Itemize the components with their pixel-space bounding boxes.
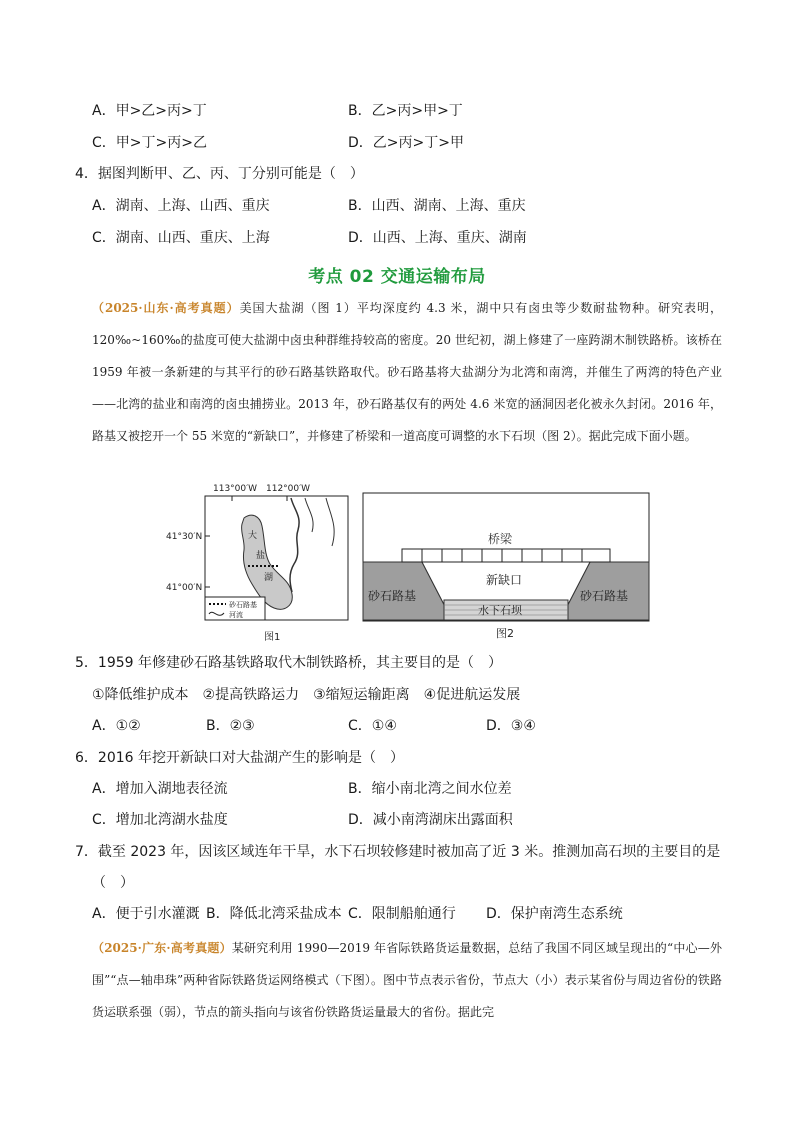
q4-option-a: A．湖南、上海、山西、重庆	[92, 198, 270, 214]
q7-option-d: D．保护南湾生态系统	[486, 906, 623, 922]
figure-2-label-roadbed-left: 砂石路基	[368, 589, 417, 603]
q7-option-b: B．降低北湾采盐成本	[206, 906, 342, 922]
q7-paren: （ ）	[92, 875, 134, 891]
figure-1-lake-char: 盐	[256, 551, 266, 561]
figure-2-bridge-deck	[402, 549, 610, 562]
q6-option-a: A．增加入湖地表径流	[92, 781, 228, 797]
q4-option-b: B．山西、湖南、上海、重庆	[348, 198, 526, 214]
figure-1-map	[166, 480, 356, 654]
figure-1-lon-1: 113°00′W	[213, 484, 258, 494]
figure-2-label-bridge: 桥梁	[488, 532, 513, 546]
q5-option-c: C．①④	[348, 718, 397, 734]
figure-1-caption: 图1	[264, 632, 281, 643]
q5-option-d: D．③④	[486, 718, 536, 734]
q4-option-d: D．山西、上海、重庆、湖南	[348, 230, 527, 246]
q7-stem: 7．截至 2023 年，因该区域连年干旱，水下石坝较修建时被加高了近 3 米。推测加高石坝的主要目的是	[75, 844, 721, 860]
q3-option-b: B．乙>丙>甲>丁	[348, 103, 463, 119]
figure-2-label-roadbed-right: 砂石路基	[580, 589, 629, 603]
figure-1-lake-char: 大	[248, 531, 258, 541]
q3-option-d: D．乙>丙>丁>甲	[348, 135, 464, 151]
q6-option-d: D．减小南湾湖床出露面积	[348, 812, 513, 828]
passage-2-text: 某研究利用 1990—2019 年省际铁路货运量数据，总结了我国不同区域呈现出的“中心—外围”“点—轴串珠”两种省际铁路货运网络模式（下图）。图中节点表示省份，节点大（小）表示某省份与周边省份的铁路货运联系强（弱），节点的箭头指向与该省份铁路货运量最大的省份。据此完	[92, 941, 722, 1019]
figure-1-legend-road: 砂石路基	[229, 601, 257, 609]
figure-2-label-gap: 新缺口	[486, 573, 523, 587]
figure-1-lake-char: 湖	[264, 573, 274, 583]
passage-2-source: （2025·广东·高考真题）	[92, 941, 232, 955]
passage-2	[92, 932, 722, 1028]
q5-option-a: A．①②	[92, 718, 141, 734]
q6-option-c: C．增加北湾湖水盐度	[92, 812, 228, 828]
q7-option-c: C．限制船舶通行	[348, 906, 456, 922]
q4-option-c: C．湖南、山西、重庆、上海	[92, 230, 270, 246]
q7-option-a: A．便于引水灌溉	[92, 906, 200, 922]
q4-stem: 4．据图判断甲、乙、丙、丁分别可能是（ ）	[75, 166, 364, 182]
figure-1-lat-2: 41°00′N	[166, 583, 203, 593]
passage-1-text: 美国大盐湖（图 1）平均深度约 4.3 米，湖中只有卤虫等少数耐盐物种。研究表明，120‰~160‰的盐度可使大盐湖中卤虫种群维持较高的密度。20 世纪初，湖上修建了一座跨湖木制铁路桥。该桥在 1959 年被一条新建的与其平行的砂石路基铁路取代。砂石路基将大盐湖分为北湾和南湾，并催生了两湾的特色产业——北湾的盐业和南湾的卤虫捕捞业。2013 年，砂石路基仅有的两处 4.6 米宽的涵洞因老化被永久封闭。2016 年，路基又被挖开一个 55 米宽的“新缺口”，并修建了桥梁和一道高度可调整的水下石坝（图 2）。据此完成下面小题。	[92, 301, 722, 443]
q6-stem: 6．2016 年挖开新缺口对大盐湖产生的影响是（ ）	[75, 750, 404, 766]
q6-option-b: B．缩小南北湾之间水位差	[348, 781, 512, 797]
figure-2-label-dam: 水下石坝	[478, 604, 522, 617]
q5-items: ①降低维护成本 ②提高铁路运力 ③缩短运输距离 ④促进航运发展	[92, 687, 521, 703]
figure-1-lon-2: 112°00′W	[266, 484, 311, 494]
figure-1-lat-1: 41°30′N	[166, 532, 203, 542]
passage-1-source: （2025·山东·高考真题）	[92, 301, 240, 315]
q3-option-a: A．甲>乙>丙>丁	[92, 103, 207, 119]
q3-option-c: C．甲>丁>丙>乙	[92, 135, 207, 151]
passage-1	[92, 292, 722, 452]
figure-1-legend-river: 河流	[229, 611, 243, 619]
q5-option-b: B．②③	[206, 718, 255, 734]
q5-stem: 5．1959 年修建砂石路基铁路取代木制铁路桥，其主要目的是（ ）	[75, 655, 502, 671]
figure-2-diagram	[362, 492, 652, 646]
figure-2-caption: 图2	[496, 627, 514, 640]
section-heading: 考点 02 交通运输布局	[308, 267, 486, 287]
